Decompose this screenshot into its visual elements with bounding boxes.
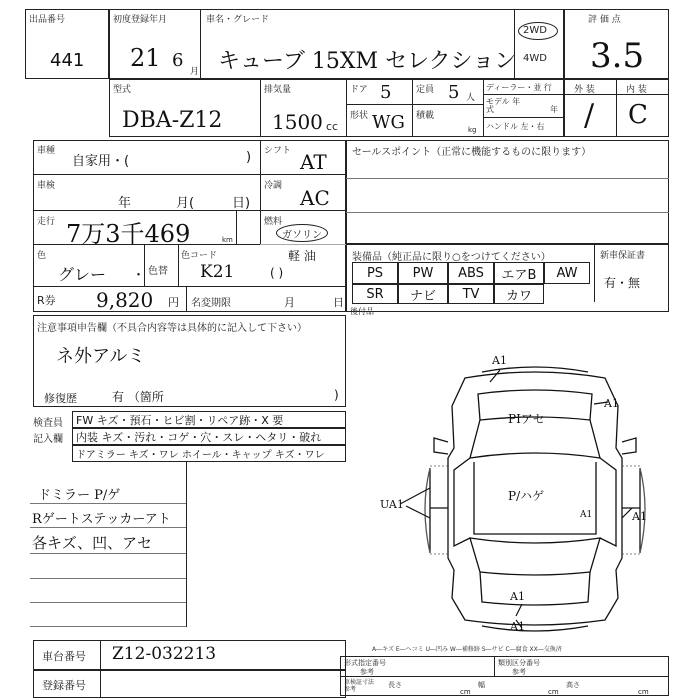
equip-leather: カワ — [494, 284, 544, 304]
recycle-value: 9,820 — [96, 288, 154, 312]
inspector-label-2: 記入欄 — [33, 434, 63, 445]
mark-front: A1 — [492, 354, 507, 367]
lot-number-label: 出品番号 — [29, 15, 66, 25]
fuel-label: 燃料 — [264, 217, 283, 227]
capacity-value: 5 — [448, 82, 460, 103]
new-car-label: 新車保証書 — [600, 251, 646, 261]
new-car-value: 有・無 — [604, 276, 641, 290]
color-code-value: K21 — [200, 262, 235, 282]
title-label: 名変期限 — [191, 298, 231, 309]
fuel-gasoline: ガソリン — [282, 230, 322, 241]
drive-2wd: 2WD — [523, 25, 547, 36]
first-reg-year: 21 — [130, 44, 161, 72]
equip-tv: TV — [448, 284, 494, 304]
exterior-value: / — [584, 98, 595, 133]
drive-4wd: 4WD — [523, 53, 547, 64]
interior-label: 内 装 — [626, 85, 647, 95]
chassis-value: Z12-032213 — [112, 644, 217, 664]
category-label: 類別区分番号 — [498, 659, 540, 667]
inspection-label: 車検 — [37, 181, 56, 191]
color-label: 色 — [37, 251, 47, 261]
use-value: 自家用・( — [72, 154, 130, 169]
displacement-value: 1500 — [272, 110, 323, 134]
equip-pw: PW — [398, 262, 448, 284]
equip-aw: AW — [544, 262, 590, 284]
ac-value: AC — [300, 186, 330, 210]
sales-points-label: セールスポイント（正常に機能するものに限ります） — [352, 147, 592, 158]
repair-label: 修復歴 — [44, 392, 77, 405]
recycle-label: R券 — [37, 294, 56, 307]
equipment-label: 装備品（純正品に限り○をつけてください） — [352, 252, 551, 263]
fuel-diesel: 軽 油 — [288, 249, 316, 263]
notes-label: 注意事項申告欄（不具合内容等は具体的に記入して下さい） — [37, 323, 307, 334]
model-value: DBA-Z12 — [122, 108, 223, 133]
equip-abs: ABS — [448, 262, 494, 284]
capacity-label: 定員 — [416, 85, 435, 95]
cert-label: 形式指定番号 — [344, 659, 386, 667]
mark-right-side: A1 — [632, 510, 647, 523]
color-change-label: 色替 — [148, 266, 168, 277]
dealer-label: ディーラー・並 行 — [486, 83, 552, 92]
model-label: 型式 — [113, 85, 132, 95]
repair-value: 有 （箇所 — [112, 390, 164, 404]
inspector-label-1: 検査員 — [33, 418, 63, 429]
mark-rear-bumper: A1 — [510, 620, 525, 633]
ac-label: 冷調 — [264, 181, 283, 191]
equip-airbag: エアB — [494, 262, 544, 284]
exterior-label: 外 装 — [574, 85, 595, 95]
displacement-label: 排気量 — [264, 85, 292, 95]
equip-navi: ナビ — [398, 284, 448, 304]
chassis-label: 車台番号 — [42, 650, 86, 663]
mark-rear: A1 — [510, 590, 525, 603]
lot-number: 441 — [50, 50, 85, 71]
mileage-label: 走行 — [37, 217, 56, 227]
shift-value: AT — [300, 150, 327, 174]
mark-front-right: A1 — [604, 397, 619, 410]
remark-1: ドミラー P/ゲ — [38, 488, 121, 503]
color-value: グレー — [58, 265, 107, 284]
model-year-label: モデル 年式 — [486, 97, 521, 114]
interior-value: C — [628, 100, 648, 130]
handle-label: ハンドル 左・右 — [486, 122, 545, 131]
remark-2: Rゲートステッカーアト — [32, 512, 171, 527]
color-code-label: 色コード — [181, 251, 218, 261]
roof-mark: PIアセ — [508, 412, 545, 426]
aftermarket-label: 後付品 — [350, 307, 374, 316]
name-grade: キューブ 15XM セレクション — [218, 49, 517, 74]
mark-left-side: UA1 — [380, 498, 404, 511]
equip-sr: SR — [352, 284, 398, 304]
grade-label: 評 価 点 — [588, 15, 621, 25]
grade-value: 3.5 — [590, 36, 645, 76]
mileage-value: 7万3千469 — [66, 220, 191, 248]
shift-label: シフト — [264, 146, 292, 156]
first-reg-label: 初度登録年月 — [113, 15, 168, 25]
reg-label: 登録番号 — [42, 679, 86, 692]
body-mark: P/ハゲ — [508, 489, 545, 503]
damage-legend: A―キズ E―ヘコミ U―凹み W―補修跡 S―サビ C―腐食 XX―交換済 — [372, 646, 562, 653]
mark-right-door: A1 — [580, 510, 593, 520]
use-label: 車種 — [37, 146, 56, 156]
equip-ps: PS — [352, 262, 398, 284]
shape-label: 形状 — [350, 111, 369, 121]
doors-label: ドア — [350, 85, 368, 95]
remark-3: 各キズ、凹、アセ — [32, 534, 153, 552]
load-label: 積載 — [416, 111, 435, 121]
name-grade-label: 車名・グレード — [206, 15, 270, 25]
car-size-label: 車検証寸法 参考 — [344, 679, 375, 693]
first-reg-month: 6 — [172, 50, 184, 71]
doors-value: 5 — [380, 82, 392, 103]
shape-value: WG — [372, 112, 405, 133]
notes-value: ネ外アルミ — [56, 346, 146, 367]
